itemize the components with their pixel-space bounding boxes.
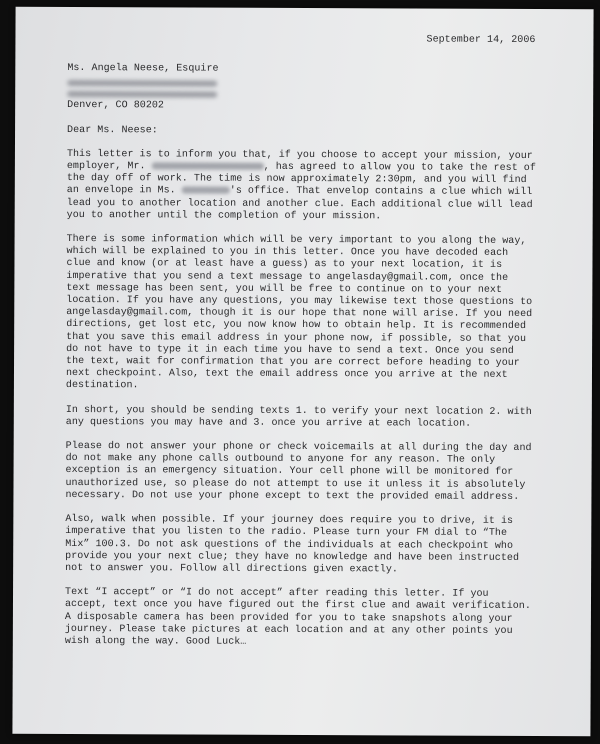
- paragraph-summary: In short, you should be sending texts 1. to verify your next location 2. with any questions you may have and 3. once you arrive at each location.: [65, 404, 532, 430]
- paragraph-travel: Also, walk when possible. If your journey does require you to drive, it is imperative that you listen to the radio. Please turn your FM dial to “The Mix” 100.3. Do not ask questions of the individuals at each checkpoint who provide you your next clue; they have no knowledge and have been instructed not to answer you. Follow all directions given exactly.: [65, 514, 520, 576]
- paragraph-information: There is some information which will be very important to you along the way, which will be explained to you in this letter. Once you have decoded each clue and know (or at least have a guess) as to your next location, it is imperative that you send a text message to angelasday@gmail.com, once the text message has been sent, you will be free to continue on to your next location. If you have any questions, you may likewise text those questions to angelasday@gmail.com, though it is our hope that none will arise. If you need directions, get lost etc, you now know how to obtain help. It is recommended that you save this email address in your phone now, if possible, so that you do not have to type it in each time you have to send a text. Once you send the text, wait for confirmation that you are correct before heading to your next checkpoint. Also, text the email address once you arrive at the next destination.: [65, 233, 533, 392]
- salutation: Dear Ms. Neese:: [67, 124, 158, 136]
- redacted-name: [152, 162, 264, 169]
- paragraph-text: This letter is to inform you that, if you choose to accept your mission, your employer, Mr.: [66, 148, 533, 173]
- redacted-name: [182, 187, 230, 194]
- paragraph-phone-rules: Please do not answer your phone or check voicemails at all during the day and do not make any phone calls outbound to anyone for any reason. The only exception is an emergency situation. Your cell phone will be monitored for unauthorized use, so please do not attempt to use it unless it is absolutely necessary. Do not use your phone except to text the provided email address.: [65, 441, 532, 503]
- letter-body: [65, 33, 538, 662]
- letter-paper: [12, 7, 593, 737]
- paragraph-text: 's office. That envelop contains a clue which will lead you to another location and another clue. Each additional clue will lead you to another until the completion of your mission.: [66, 186, 533, 223]
- paragraph-mission: [67, 149, 537, 224]
- redacted-address-line: [67, 80, 217, 87]
- recipient-city: Denver, CO 80202: [67, 100, 165, 112]
- paragraph-text: , has agreed to allow you to take the rest of the day off of work. The time is now approximately 2:30pm, and you will find an envelope in Ms.: [66, 161, 536, 197]
- paragraph-closing: Text “I accept” or “I do not accept” after reading this letter. If you accept, text once you have figured out the first clue and await verification. A disposable camera has been provided for you to take snapshots along your journey. Please take pictures at each location and at any other points you wish along the way. Good Luck…: [64, 587, 531, 648]
- letter-date: September 14, 2006: [426, 34, 536, 47]
- recipient-name: Ms. Angela Neese, Esquire: [67, 63, 219, 75]
- redacted-address-line: [67, 91, 217, 98]
